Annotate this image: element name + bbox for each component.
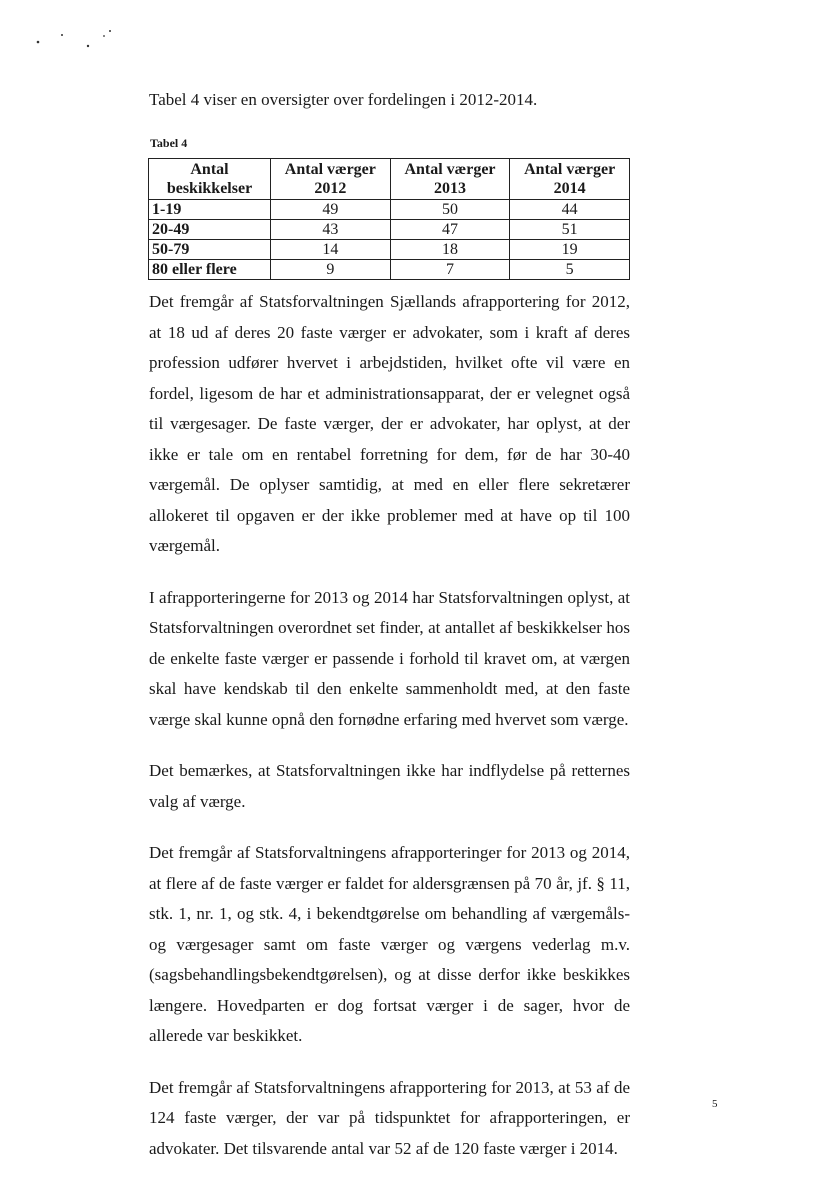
table-cell: 9: [271, 260, 391, 280]
scan-specks: [0, 0, 140, 60]
table-row: [149, 240, 630, 260]
intro-text: Tabel 4 viser en oversigter over fordelingen i 2012-2014.: [149, 90, 538, 109]
table-cell: 50: [390, 200, 510, 220]
table-row: [149, 200, 630, 220]
body-text: [149, 287, 630, 1185]
table-cell: 5: [510, 260, 630, 280]
paragraph: Det fremgår af Statsforvaltningen Sjællands afrapportering for 2012, at 18 ud af deres 20 faste værger er advokater, som i kraft af deres profession udfører hvervet i arbejdstiden, hvilket ofte vil være en fordel, ligesom de har et administrationsapparat, der er velegnet også til værgesager. De faste værger, der er advokater, har oplyst, at der ikke er tale om en rentabel forretning for dem, før de har 30-40 værgemål. De oplyser samtidig, at med en eller flere sekretærer allokeret til opgaven er der ikke problemer med at have op til 100 værgemål.: [149, 292, 630, 555]
row-label: 20-49: [149, 220, 271, 240]
distribution-table: [148, 158, 630, 280]
header-cell: Antal værger 2012: [271, 159, 391, 200]
header-cell: Antal værger 2014: [510, 159, 630, 200]
table-row: [149, 260, 630, 280]
paragraph: Det bemærkes, at Statsforvaltningen ikke har indflydelse på retternes valg af værge.: [149, 761, 630, 811]
row-label: 1-19: [149, 200, 271, 220]
table-cell: 51: [510, 220, 630, 240]
paragraph: Det fremgår af Statsforvaltningens afrapporteringer for 2013 og 2014, at flere af de faste værger er faldet for aldersgrænsen på 70 år, jf. § 11, stk. 1, nr. 1, og stk. 4, i bekendtgørelse om behandling af værgemåls- og værgesager samt om faste værger og værgens vederlag m.v. (sagsbehandlingsbekendtgørelsen), og at disse derfor ikke beskikkes længere. Hovedparten er dog fortsat værger i de sager, hvor de allerede var beskikket.: [149, 843, 630, 1045]
table-cell: 18: [390, 240, 510, 260]
paragraph: I afrapporteringerne for 2013 og 2014 har Statsforvaltningen oplyst, at Statsforvaltningen overordnet set finder, at antallet af beskikkelser hos de enkelte faste værger er passende i forhold til kravet om, at værgen skal have kendskab til den enkelte sammenholdt med, at den faste værge skal kunne opnå den fornødne erfaring med hvervet som værge.: [149, 587, 630, 729]
header-cell: Antal beskikkelser: [149, 159, 271, 200]
table-cell: 44: [510, 200, 630, 220]
row-label: 80 eller flere: [149, 260, 271, 280]
row-label: 50-79: [149, 240, 271, 260]
header-cell: Antal værger 2013: [390, 159, 510, 200]
table-cell: 14: [271, 240, 391, 260]
table-row: [149, 220, 630, 240]
paragraph: Det fremgår af Statsforvaltningens afrapportering for 2013, at 53 af de 124 faste værger, der var på tidspunktet for afrapporteringen, er advokater. Det tilsvarende antal var 52 af de 120 faste værger i 2014.: [149, 1077, 630, 1158]
table-header-row: [149, 159, 630, 200]
table-cell: 49: [271, 200, 391, 220]
table-cell: 7: [390, 260, 510, 280]
table-label: Tabel 4: [150, 136, 188, 150]
page-number: 5: [712, 1098, 718, 1110]
table-cell: 43: [271, 220, 391, 240]
table-cell: 19: [510, 240, 630, 260]
table-cell: 47: [390, 220, 510, 240]
